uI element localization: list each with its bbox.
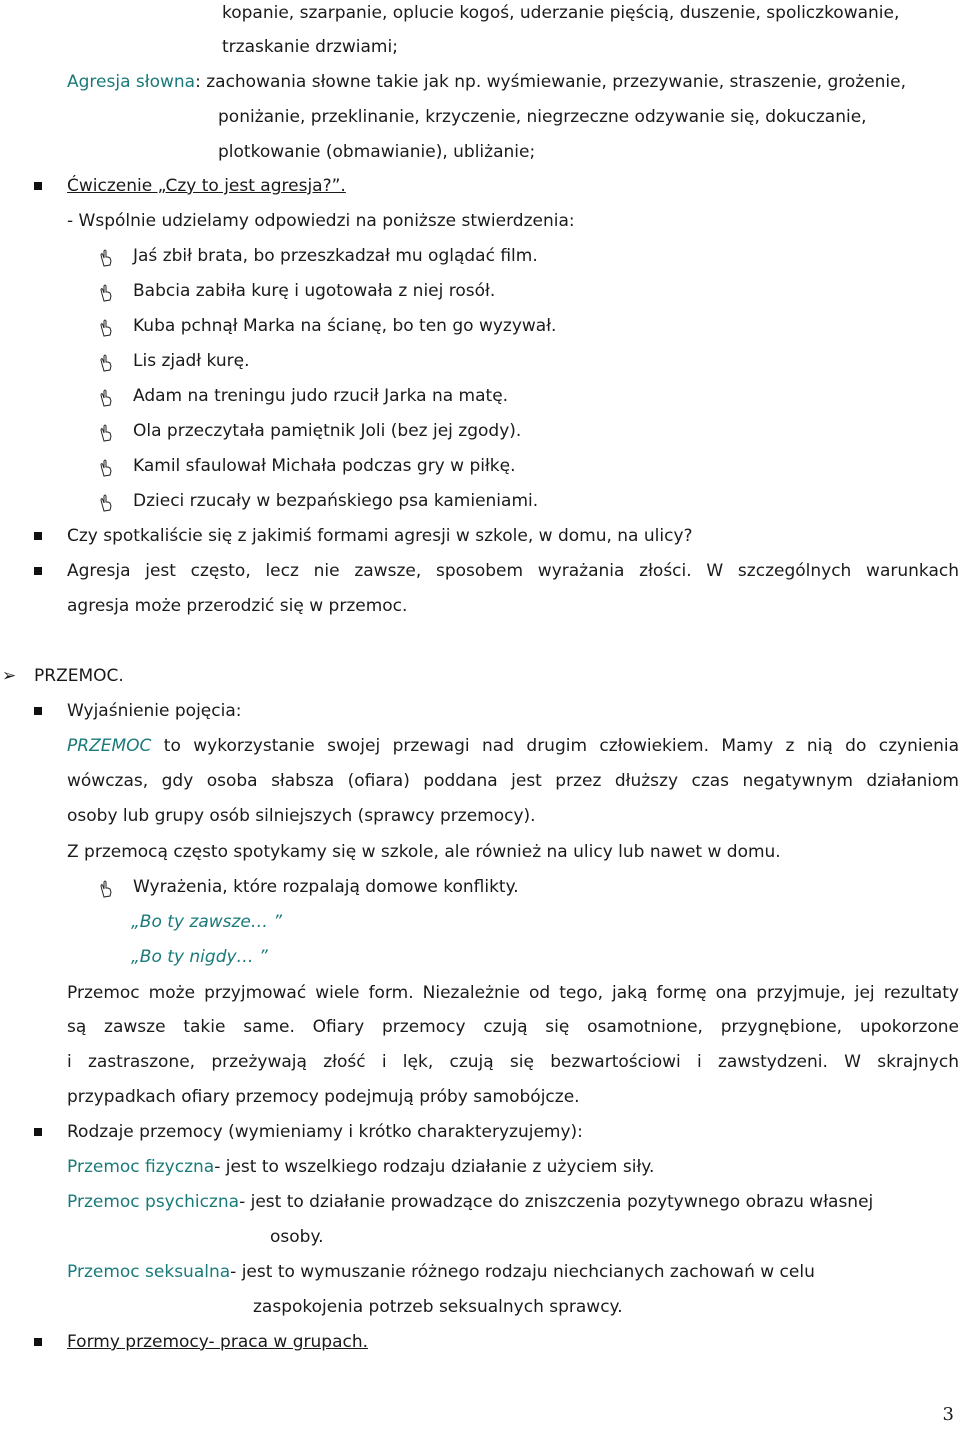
conflict-phrase-2: „Bo ty nigdy… ”	[131, 947, 268, 967]
square-bullet-icon	[34, 707, 42, 715]
square-bullet-icon	[34, 567, 42, 575]
definition-term: PRZEMOC	[67, 736, 152, 756]
statement-text: Adam na treningu judo rzucił Jarka na matę.	[133, 386, 509, 406]
definition-line-3: osoby lub grupy osób silniejszych (sprawcy przemocy).	[67, 806, 536, 826]
statement-text: Babcia zabiła kurę i ugotowała z niej rosół.	[133, 281, 496, 301]
forms-paragraph-line-1: Przemoc może przyjmować wiele form. Niezależnie od tego, jaką formę ona przyjmuje, jej rezultaty	[67, 983, 959, 1003]
verbal-aggression-text: : zachowania słowne takie jak np. wyśmiewanie, przezywanie, straszenie, grożenie,	[195, 72, 906, 92]
statement-text: Dzieci rzucały w bezpańskiego psa kamieniami.	[133, 491, 539, 511]
conflict-phrase-1: „Bo ty zawsze… ”	[131, 912, 283, 932]
forms-paragraph-line-3: i zastraszone, przeżywają złość i lęk, czują się bezwartościowi i zawstydzeni. W skrajnych	[67, 1052, 959, 1072]
verbal-aggression-line-1	[67, 71, 906, 93]
arrow-bullet-icon: ➢	[2, 666, 17, 686]
definition-text: to wykorzystanie swojej przewagi nad drugim człowiekiem. Mamy z nią do czynienia	[151, 736, 959, 756]
hand-pointer-icon	[99, 424, 113, 442]
physical-violence-definition: - jest to wszelkiego rodzaju działanie z użyciem siły.	[214, 1157, 655, 1177]
group-work-title: Formy przemocy- praca w grupach.	[67, 1332, 369, 1352]
physical-aggression-line-2: trzaskanie drzwiami;	[222, 37, 398, 57]
hand-pointer-icon	[99, 494, 113, 512]
square-bullet-icon	[34, 1128, 42, 1136]
square-bullet-icon	[34, 1338, 42, 1346]
types-label: Rodzaje przemocy (wymieniamy i krótko charakteryzujemy):	[67, 1122, 583, 1142]
statement-text: Kuba pchnął Marka na ścianę, bo ten go wyzywał.	[133, 316, 557, 336]
forms-paragraph-line-4: przypadkach ofiary przemocy podejmują próby samobójcze.	[67, 1087, 580, 1107]
psychological-violence-line-2: osoby.	[270, 1227, 324, 1247]
hand-pointer-icon	[99, 354, 113, 372]
statement-text: Lis zjadł kurę.	[133, 351, 250, 371]
forms-paragraph-line-2: są zawsze takie same. Ofiary przemocy czują się osamotnione, przygnębione, upokorzone	[67, 1017, 959, 1037]
psychological-violence-line	[67, 1191, 873, 1213]
physical-aggression-line-1: kopanie, szarpanie, oplucie kogoś, uderzanie pięścią, duszenie, spoliczkowanie,	[222, 3, 900, 23]
sexual-violence-term: Przemoc seksualna	[67, 1262, 231, 1282]
sexual-violence-definition: - jest to wymuszanie różnego rodzaju niechcianych zachowań w celu	[230, 1262, 815, 1282]
aggression-anger-line-2: agresja może przerodzić się w przemoc.	[67, 596, 408, 616]
verbal-aggression-line-2: poniżanie, przeklinanie, krzyczenie, niegrzeczne odzywanie się, dokuczanie,	[218, 107, 867, 127]
statement-text: Ola przeczytała pamiętnik Joli (bez jej zgody).	[133, 421, 522, 441]
hand-pointer-icon	[99, 389, 113, 407]
verbal-aggression-label: Agresja słowna	[67, 72, 196, 92]
physical-violence-line	[67, 1156, 654, 1178]
section-heading-przemoc: PRZEMOC.	[34, 666, 124, 686]
statement-text: Jaś zbił brata, bo przeszkadzał mu oglądać film.	[133, 246, 538, 266]
sexual-violence-line	[67, 1261, 815, 1283]
psychological-violence-term: Przemoc psychiczna	[67, 1192, 240, 1212]
statement-text: Kamil sfaulował Michała podczas gry w piłkę.	[133, 456, 516, 476]
page-number: 3	[942, 1404, 954, 1425]
square-bullet-icon	[34, 182, 42, 190]
definition-line-2: wówczas, gdy osoba słabsza (ofiara) poddana jest przez dłuższy czas negatywnym działaniom	[67, 771, 959, 791]
common-places-text: Z przemocą często spotykamy się w szkole, ale również na ulicy lub nawet w domu.	[67, 842, 781, 862]
definition-line-1	[67, 735, 959, 757]
hand-pointer-icon	[99, 249, 113, 267]
exercise-title: Ćwiczenie „Czy to jest agresja?”.	[67, 176, 346, 196]
hand-pointer-icon	[99, 319, 113, 337]
hand-pointer-icon	[99, 284, 113, 302]
psychological-violence-definition: - jest to działanie prowadzące do zniszczenia pozytywnego obrazu własnej	[239, 1192, 874, 1212]
hand-pointer-icon	[99, 880, 113, 898]
question-aggression-forms: Czy spotkaliście się z jakimiś formami agresji w szkole, w domu, na ulicy?	[67, 526, 693, 546]
conflict-phrases-label: Wyrażenia, które rozpalają domowe konflikty.	[133, 877, 519, 897]
hand-pointer-icon	[99, 459, 113, 477]
verbal-aggression-line-3: plotkowanie (obmawianie), ubliżanie;	[218, 142, 536, 162]
exercise-instruction: - Wspólnie udzielamy odpowiedzi na poniższe stwierdzenia:	[67, 211, 575, 231]
physical-violence-term: Przemoc fizyczna	[67, 1157, 215, 1177]
explanation-label: Wyjaśnienie pojęcia:	[67, 701, 242, 721]
sexual-violence-line-2: zaspokojenia potrzeb seksualnych sprawcy.	[253, 1297, 623, 1317]
square-bullet-icon	[34, 532, 42, 540]
aggression-anger-line-1: Agresja jest często, lecz nie zawsze, sposobem wyrażania złości. W szczególnych warunkach	[67, 561, 959, 581]
